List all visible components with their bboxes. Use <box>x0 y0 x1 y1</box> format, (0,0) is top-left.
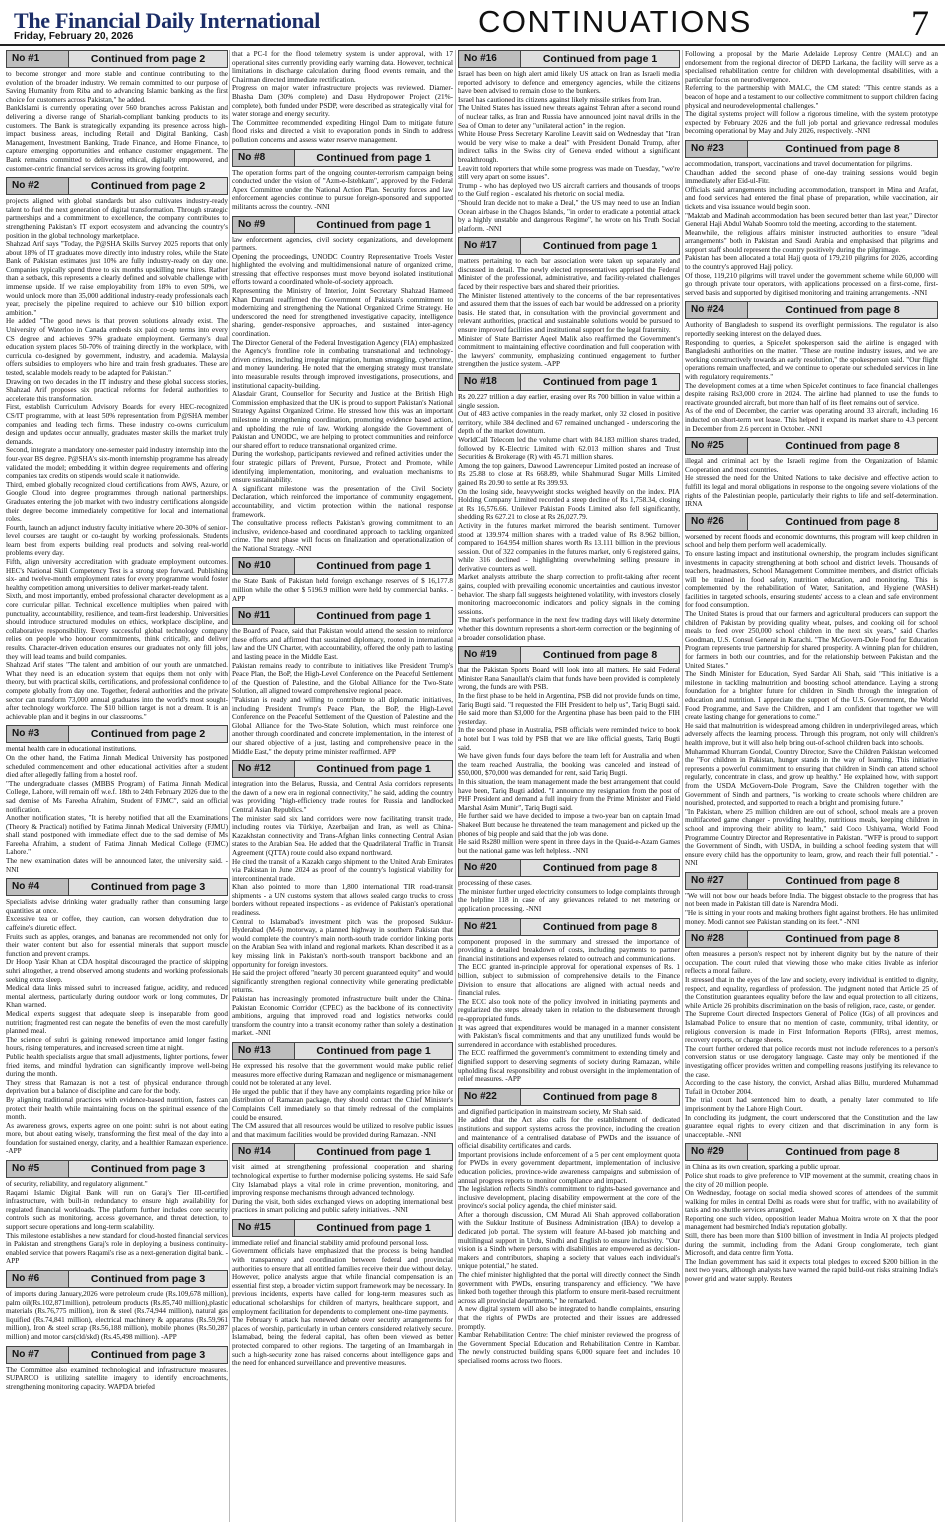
article-body: projects aligned with global standards but also cultivates industry-ready talent to fuel the next generation of digital transformation. Through strategic partnerships and a commitment to excellence, the company contributes to strengthening Pakistan's IT export ecosystem and advancing the country's position in the global technology marketplace. Shahzad Arif says "Today, the P@SHA Skills Survey 2025 reports that only about 18% of IT graduates move directly into industry roles, while the State Bank of Pakistan estimates just 10% are fully industry-ready on day one. Companies typically spend three to six months upskilling new hires. Rather than a setback, this represents a clearly defined and solvable challenge with immense upside. If we raise employability from 18% to even 50%, we would unlock more than 35,000 additional industry-ready professionals each year, precisely the pipeline required to achieve our $10 billion export ambition." He added "The good news is that proven solutions already exist. The University of Waterloo in Canada embeds six paid co-op terms into every CS degree and achieves 97% graduate employment. Germany's dual education system places 50-70% of training directly in the workplace, with curricula co-designed by government, industry, and academia. Malaysia offers subsidies to employers who hire and train fresh graduates. These are tested, scalable models ready to be adapted for Pakistan." Drawing on two decades in the IT industry and these global success stories, Shahzad Arif proposes six practical reforms for federal authorities to accelerate this transformation. First, establish Curriculum Advisory Boards for every HEC-recognized CS/IT programme, with at least 50% representation from P@SHA member companies and leading tech firms. These industry co-owns curriculum design and updates occur annually, graduates master skills the market truly demands. Second, integrate a mandatory one-semester paid industry internship into the four-year BS degree. P@SHA's six-month internship programme has already validated the model; embedding it within degree requirements and offering companies tax credits on stipends would scale it nationwide. Third, embed globally recognized cloud certifications from AWS, Azure, or Google Cloud into degree programmes through national partnerships. Graduates entering the job market with two industry certifications alongside their degree become immediately competitive for local and international roles. Fourth, launch an adjunct industry faculty initiative where 20-30% of senior-level courses are taught or co-taught by working professionals. Students learn best from experts building real products and solving real-world problems every day. Fifth, align university accreditation with graduate employment outcomes. HEC's National Skill Competency Test is a strong step forward. Publishing six- and twelve-month employment rates for every programme would foster healthy competition among universities to deliver market-ready talent. Sixth, and most importantly, embed professional character development as a core curricular pillar. Technical excellence multiplies when paired with punctuality, accountability, resilience, and team-first leadership. Universities should introduce structured modules on ethics, workplace discipline, and collaborative responsibility. Every successful global technology company relies on people who honour commitments, think critically, and deliver results. Character-driven education ensures our graduates not only fill jobs, they will lead teams and build companies. Shahzad Arif states "The talent and ambition of our youth are unmatched. What they need is an education system that equips them not only with theory, but with practical skills, certifications, and professional confidence to compete globally from day one. Together, federal authorities and the private sector can transform 73,000 annual graduates into the world's most sought-after technology workforce. The $10 billion target is not a dream. It is an achievable plan and it begins in our classrooms." <box>6 197 228 721</box>
continuation-header <box>232 1143 453 1161</box>
item-number: No #1 <box>7 51 69 67</box>
continued-from-label: Continued from page 1 <box>316 1044 431 1057</box>
section-title: CONTINUATIONS <box>478 4 752 39</box>
continuation-header <box>685 930 938 948</box>
continuation-header <box>685 140 938 158</box>
continuation-header <box>6 1160 228 1178</box>
continued-from-label: Continued from page 1 <box>316 1221 431 1234</box>
news-item <box>6 725 228 874</box>
article-body: mental health care in educational institutions. On the other hand, the Fatima Jinnah Medical University has postponed scheduled commencement and other educational activities after a student died after allegedly falling from a hostel roof. "The undergraduate classes (MBBS Program) of Fatima Jinnah Medical College, Lahore, will remain off w.e.f. 18th to 24th February 2026 due to the sad demise of Ms Fareeha Afrahim, Student of FJMC", said an official notification. Another notification states, "It is hereby notified that all the Examinations (Theory & Practical) notified by Fatima Jinnah Medical University (FJMU) shall stand postponed with immediate effect due to the sad demise of Ms Fareeha Afrahim, a student of Fatima Jinnah Medical College (FJMC) Lahore." The new examination dates will be announced later, the university said. -NNI <box>6 745 228 874</box>
continued-from-label: Continued from page 8 <box>785 440 900 453</box>
item-number: No #10 <box>233 558 295 574</box>
continued-from-label: Continued from page 1 <box>542 376 658 388</box>
continuation-header <box>685 437 938 455</box>
continuation-header <box>6 177 228 195</box>
column-3 <box>458 50 680 1522</box>
item-number: No #26 <box>686 514 748 530</box>
continuation-header <box>458 1088 680 1106</box>
continuation-header <box>458 50 680 68</box>
news-item <box>458 50 680 233</box>
article-body: processing of these cases. The minister further urged electricity consumers to lodge complaints through the helpline 118 in case of any grievances related to net metering or application processing. -NNI <box>458 879 680 914</box>
continued-from-label: Continued from page 8 <box>542 920 658 933</box>
article-body: worsened by recent floods and economic downturns, this program will keep children in school and help them perform well academically. To ensure lasting impact and institutional ownership, the program includes significant investments in capacity strengthening at both school and district levels. Thousands of teachers, headmasters, School Management Committee members, and district officials will be trained in food safety, nutrition education, and monitoring. This is complemented by the rehabilitation of Water, Sanitation, and Hygiene (WASH) facilities in targeted schools, ensuring students' access to a clean and safe environment for food consumption. The United States is proud that our farmers and agricultural producers can support the children of Pakistan by providing quality wheat, pulses, and cooking oil for school meals to feed over 250,000 school children in the next six years," said Charles Goodman, U.S. Consul General in Karachi. "The McGovern-Dole Food for Education Program represents true partnership for shared prosperity. A winning plan for children, for farmers in both our countries, and for the relationship between Pakistan and the United States." The Sindh Minister for Education, Syed Sardar Ali Shah, said "This initiative is a milestone in tackling malnutrition and boosting school attendance. Laying a strong foundation for a brighter future for children in Sindh through the integration of education and nutrition. I appreciate the support of the U.S. Government, the World Food Programme, and Save the Children, and I am confident that together we will create lasting change for generations to come." He said that malnutrition is widespread among children in underprivileged areas, which adversely affects the learning process. Through this program, not only will children's health improve, but it will also help bring out-of-school children back into schools. Muhammad Khurram Gondal, Country Director, Save the Children Pakistan welcomed the "For children in Pakistan, hunger stands in the way of learning. This initiative represents a powerful commitment to ensuring that children in Sindh can attend school regularly, concentrate in class, and grow up healthy." He explained how, with support from the USDA McGovern-Dole Program, Save the Children together with the Government of Sindh and partners, "is working to create schools where children are nourished, protected, and supported to reach a bright and promising future." "In Pakistan, where 25 million children are out of school, school meals are a proven multifaceted game changer - providing healthy, nutritious meals, keeping children in school and improving their ability to learn," said Coco Ushiyama, World Food Programme Country Director and Representative in Pakistan. "WFP is proud to support the Government of Sindh, with USDA, in building a school feeding system that will ensure every child has the opportunity to learn, grow, and reach their full potential." -NNI <box>685 532 938 868</box>
item-number: No #17 <box>459 238 521 254</box>
continued-from-label: Continued from page 1 <box>542 240 658 253</box>
item-number: No #3 <box>7 726 69 742</box>
news-item <box>6 1270 228 1342</box>
continuation-header <box>458 373 680 391</box>
continuation-header <box>685 872 938 890</box>
article-body: He expressed his resolve that the government would make public relief measures more effective during Ramazan and negligence or mismanagement could not be tolerated at any level. He urged the public that if they have any complaints regarding price hike or distribution of Ramazan package, they should contact the Chief Minister's Complaints Cell immediately so that timely redressal of the complaints could be ensured. The CM assured that all resources would be utilized to resolve public issues and that maximum facilities would be provided during Ramazan. -NNI <box>232 1061 453 1139</box>
continued-from-label: Continued from page 2 <box>90 53 206 65</box>
continued-from-label: Continued from page 2 <box>90 180 206 193</box>
article-body: Rs 20.227 trillion a day earlier, erasing over Rs 700 billion in value within a single session. Out of 483 active companies in the ready market, only 32 closed in positive territory, while 384 declined and 67 remained unchanged - underscoring the depth of the market downturn. WorldCall Telecom led the volume chart with 84.183 million shares traded, followed by K-Electric Limited with 62.013 million shares and Trust Securities & Brokerage (R) with 45.71 million shares. Among the top gainers, Dawood Lawrencepur Limited posted an increase of Rs 25.88 to close at Rs 668.89, while Shahmurad Sugar Mills Limited gained Rs 20.90 to settle at Rs 399.93. On the losing side, heavyweight stocks weighed heavily on the index. PIA Holding Company Limited recorded a steep decline of Rs 1,758.34, closing at Rs 16,576.66. Unilever Pakistan Foods Limited also fell significantly, shedding Rs 627.21 to close at Rs 26,027.79. Activity in the futures market mirrored the bearish sentiment. Turnover stood at 139.974 million shares with a traded value of Rs 8.962 billion, compared to 164.954 million shares worth Rs 13.111 billion in the previous session. Out of 322 companies in the futures market, only 6 registered gains, while 316 declined - highlighting overwhelming selling pressure in derivative counters as well. Market analysts attribute the sharp correction to profit-taking after recent gains, coupled with prevailing economic uncertainties and cautious investor behavior. The sharp fall suggests heightened volatility, with investors closely monitoring macroeconomic indicators and policy signals in the coming sessions. The market's performance in the next few trading days will likely determine whether this downturn represents a short-term correction or the beginning of a broader consolidation phase. <box>458 393 680 642</box>
item-number: No #20 <box>459 860 521 876</box>
news-item <box>6 878 228 1156</box>
continuation-header <box>685 1143 938 1161</box>
article-body: and dignified participation in mainstream society, Mr Shah said. He added that the Act also calls for the establishment of dedicated institutions and support systems across the province, including the creation and maintenance of a centralised database of PWDs and the issuance of official disability certificates and cards. Important provisions include enforcement of a 5 per cent employment quota for PWDs in every government department, implementation of inclusive education policies, province-wide awareness campaigns and submission of annual progress reports to monitor compliance and impact. The legislation reflects Sindh's commitment to rights-based governance and inclusive development, placing disability empowerment at the core of the province's social policy agenda, the chief minister said. After a thorough discussion, CM Murad Ali Shah approved collaboration with the Sukkur Institute of Business Administration (IBA) to develop a dedicated job portal. The system will feature AI-based job matching and multilingual support in Urdu, Sindhi and English to ensure inclusivity. "Our vision is a Sindh where persons with disabilities are empowered as decision-makers and contributors, shaping a society that values each individual's unique potential," he stated. The chief minister highlighted that the portal will directly connect the Sindh government with PWDs, ensuring transparency and efficiency. "We have linked both together through this platform to ensure merit-based recruitment across all provincial departments," he remarked. A new digital system will also be integrated to handle complaints, ensuring that the rights of PWDs are protected and their issues are addressed promptly. Kambar Rehabilitation Centre: The chief minister reviewed the progress of the Government Special Education and Rehabilitation Centre in Kambar. The newly constructed building spans 6,000 square feet and includes 10 specialised rooms across two floors. <box>458 1107 680 1365</box>
news-item <box>232 557 453 603</box>
continued-from-label: Continued from page 2 <box>90 728 206 741</box>
continuation-header <box>458 859 680 877</box>
news-item <box>458 646 680 855</box>
column-4 <box>685 50 938 1522</box>
continued-from-label: Continued from page 3 <box>90 1348 206 1361</box>
page-number: 7 <box>911 3 929 43</box>
item-number: No #9 <box>233 217 295 233</box>
article-body: Authority of Bangladesh to suspend its overflight permissions. The regulator is also reportedly seeking interest on the delayed dues. Responding to queries, a SpiceJet spokesperson said the airline is engaged with Bangladeshi authorities on the matter. "These are routine industry issues, and we are working constructively towards an early resolution," the spokesperson said. "Our flight operations remain unaffected, and we continue to operate our scheduled services in line with regulatory requirements." The development comes at a time when SpiceJet continues to face financial challenges despite raising Rs3,000 crore in 2024. The airline had planned to use the funds to reactivate grounded aircraft, but more than half of its fleet remains out of service. As of the end of December, the carrier was operating around 33 aircraft, including 16 inducted on short-term wet lease. This helped it expand its market share to 4.3 percent in December from 2.6 percent in October. -NNI <box>685 321 938 433</box>
article-body: illegal and criminal act by the Israeli regime from the Organization of Islamic Cooperation and most countries. He stressed the need for the United Nations to take decisive and effective action to fulfill its legal and moral obligations in response to the ongoing severe violations of the rights of the Palestinian people, particularly their rights to life and self-determination. IRNA <box>685 457 938 509</box>
item-number: No #25 <box>686 438 748 454</box>
article-body: "We will not bow our heads before India. The biggest obstacle to the progress that has not been made in Pakistan till date is Narendra Modi. "He is sitting in your roots and making brothers fight against brothers. He has unlimited money. Modi cannot see Pakistan standing on its feet." -NNI <box>685 891 938 926</box>
continued-from-label: Continued from page 3 <box>90 1163 206 1176</box>
continuation-header <box>232 760 453 778</box>
continuation-header <box>232 1042 453 1060</box>
continuation-header <box>232 216 453 234</box>
column-2 <box>232 50 453 1522</box>
news-item <box>232 760 453 1038</box>
news-item <box>232 149 453 212</box>
continued-from-label: Continued from page 8 <box>542 649 658 662</box>
article-body: the Board of Peace, said that Pakistan would attend the session to reinforce these efforts and affirmed that sustained diplomacy, rooted in international law and the UN Charter, with accountability, offered the only path to lasting and lasting peace in the Middle East. Pakistan remains ready to contribute to initiatives like President Trump's Peace Plan, the BoP, the High-Level Conference on the Peaceful Settlement of the Question of Palestine, and the Global Alliance for the Two-State Solution, all aligned toward comprehensive regional peace. "Pakistan is ready and willing to contribute to all diplomatic initiatives, including President Trump's Peace Plan, the BoP, the High-Level Conference on the Peaceful Settlement of the Question of Palestine and the Global Alliance for the Two-State Solution, which must reinforce one another through coordinated and concrete implementation, in the interest of our shared objective of a just, lasting and comprehensive peace in the Middle East," the deputy prime minister reaffirmed. APP <box>232 627 453 756</box>
continued-from-label: Continued from page 1 <box>316 151 431 164</box>
news-item <box>458 859 680 913</box>
news-item <box>232 1219 453 1368</box>
item-number: No #22 <box>459 1089 521 1105</box>
article-body: matters pertaining to each bar association were taken up separately and discussed in detail. The newly elected representatives apprised the Federal Minister of the professional, administrative, and facility-related challenges faced by their respective bars and shared their priorities. The Minister listened attentively to the concerns of the bar representatives and assured them that the issues of each bar would be addressed on a priority basis. He stated that, in consultation with the provincial government and relevant authorities, practical and sustainable solutions would be pursued to ensure improved facilities and institutional support for the legal fraternity. Minister of State Barrister Aqeel Malik also reaffirmed the Government's commitment to maintaining effective coordination and full cooperation with the lawyers' community, emphasizing continued engagement to further strengthen the justice system. -APP <box>458 257 680 369</box>
news-item <box>685 301 938 433</box>
item-number: No #18 <box>459 374 521 390</box>
continued-from-label: Continued from page 8 <box>542 862 658 875</box>
article-body: to become stronger and more stable and continue contributing to the evolution of the broader industry. We remain committed to our purpose of Saving Humanity from Riba and to advancing Islamic banking as the first choice for customers across Pakistan," he added. BankIslami is currently operating over 560 branches across Pakistan and delivering a diverse range of Shariah-compliant banking products to its customers. The Bank is strategically expanding its presence across high-impact business areas, including Retail and Digital Banking, Cash Management, Investment Banking, Trade Finance, and Home Finance, to capture emerging opportunities and enhance customer engagement. The Bank remains committed to delivering ethical, digitally empowered, and customer-centric financial services across its growing footprint. <box>6 70 228 173</box>
continuation-header <box>685 301 938 319</box>
continuation-header <box>685 513 938 531</box>
item-number: No #5 <box>7 1161 69 1177</box>
article-body: the State Bank of Pakistan held foreign exchange reserves of $ 16,177.8 million while the other $ 5196.9 million were held by commercial banks. -APP <box>232 577 453 603</box>
news-item <box>6 1346 228 1392</box>
news-item <box>6 177 228 721</box>
item-number: No #4 <box>7 879 69 895</box>
column-divider <box>229 50 230 1522</box>
news-item <box>232 216 453 554</box>
news-item <box>6 1160 228 1266</box>
article-body: Israel has been on high alert amid likely US attack on Iran as Israeli media reported advisory to defence and emergency agencies, while the citizens have been advised to remain close to the bunkers. Israel has cautioned its citizens against likely missile strikes from Iran. The United States has issued new threats against Tehran after a second round of nuclear talks, as Iran and Russia have announced joint naval drills in the Sea of Oman to deter any "unilateral action" in the region. White House Press Secretary Karoline Leavitt said on Wednesday that "Iran would be very wise to make a deal" with President Donald Trump, after indirect talks in the Swiss city of Geneva ended without a significant breakthrough. Leavitt told reporters that while some progress was made on Tuesday, "we're still very apart on some issues". Trump - who has deployed two US aircraft carriers and thousands of troops to the Gulf region - escalated his rhetoric on social media. "Should Iran decide not to make a Deal," the US may need to use an Indian Ocean airbase in the Chagos Islands, "in order to eradicate a potential attack by a highly unstable and dangerous Regime", he wrote on his Truth Social platform. -NNI <box>458 70 680 233</box>
continued-from-label: Continued from page 1 <box>316 1146 431 1159</box>
article-body: in China as its own creation, sparking a public uproar. Police shut roads to give preference to VIP movement at the summit, creating chaos in the city of 20 million people. On Wednesday, footage on social media showed scores of attendees of the summit walking for miles in central Delhi as roads were shut for traffic, with no availability of taxis and no shuttle services arranged. Reporting one such video, opposition leader Mahua Moitra wrote on X that the poor management had besmirched India's reputation globally. Still, there has been more than $100 billion of investment in India AI projects pledged during the summit, including from the Adani Group conglomerate, tech giant Microsoft, and data centre firm Yotta. The Indian government has said it expects total pledges to exceed $200 billion in the next two years, although analysts have warned the rapid build-out risks straining India's power grid and water supply. Reuters <box>685 1163 938 1284</box>
news-item <box>232 1143 453 1215</box>
continued-from-label: Continued from page 1 <box>316 218 431 231</box>
continued-from-label: Continued from page 8 <box>785 515 900 528</box>
column-1 <box>6 50 228 1522</box>
item-number: No #14 <box>233 1144 295 1160</box>
continuation-header <box>458 918 680 936</box>
news-item <box>685 872 938 926</box>
item-number: No #6 <box>7 1271 69 1287</box>
item-number: No #29 <box>686 1144 748 1160</box>
article-body: visit aimed at strengthening professional cooperation and sharing technological expertise to further modernise policing systems. He said Safe City Islamabad plays a vital role in crime prevention, monitoring, and improving response mechanisms through advanced technology. During the visit, both sides exchanged views on adopting international best practices in smart policing and public safety initiatives. -NNI <box>232 1163 453 1215</box>
item-number: No #7 <box>7 1347 69 1363</box>
news-item <box>458 373 680 642</box>
continuation-header <box>6 1270 228 1288</box>
item-number: No #13 <box>233 1043 295 1059</box>
item-number: No #2 <box>7 178 69 194</box>
continued-from-label: Continued from page 3 <box>90 881 206 894</box>
continued-from-label: Continued from page 8 <box>542 1090 658 1103</box>
news-item <box>685 513 938 868</box>
news-item <box>458 1088 680 1366</box>
column-divider <box>682 50 683 1522</box>
continued-from-label: Continued from page 1 <box>316 763 431 776</box>
article-body: accommodation, transport, vaccinations and travel documentation for pilgrims. Chaudhan added the second phase of one-day training sessions would begin immediately after Eid-ul-Fitr. Officials said arrangements including accommodation, transport in Mina and Arafat, and food services had entered the final phase of preparation, while vaccination, air tickets and visa issuance would begin soon. "Maktab and Madinah accommodation has been secured better than last year," Director General Haji Abdul Wahab Soomro told the meeting, according to the statement. Meanwhile, the religious affairs minister instructed authorities to ensure "ideal arrangements" both in Pakistan and Saudi Arabia and emphasised that pilgrims and support staff should represent the country positively during the pilgrimage. Pakistan has been allocated a total Hajj quota of 179,210 pilgrims for 2026, according to the country's approved Hajj policy. Of those, 119,210 pilgrims will travel under the government scheme while 60,000 will go through private tour operators, with applications processed on a first-come, first-served basis and supported by digitised monitoring and training arrangements. -NNI <box>685 159 938 297</box>
continuation-header <box>6 50 228 68</box>
article-body: often measures a person's respect not by inherent dignity but by the nature of their occupation. The court ruled that viewing those who make cities livable as inferior reflects a moral failure. It stressed that in the eyes of the law and society, every individual is entitled to dignity, respect, and equality, regardless of profession. The judgment noted that Article 25 of the Constitution guarantees equality before the law and equal protection to all citizens, while Article 26 prohibits discrimination on the basis of religion, race, caste, or gender. The Supreme Court directed Inspectors General of Police (IGs) of all provinces and Islamabad Police to ensure that no mention of caste, community, tribal identity, or religious conversion is made in First Information Reports (FIRs), arrest memos, recovery reports, or charge sheets. The court further ordered that police records must not include references to a person's conversion status or use derogatory language. Caste may only be mentioned if the investigating officer provides written and compelling reasons justifying its relevance to the case. According to the case history, the convict, Arshad alias Billu, murdered Muhammad Tufail in October 2004. The trial court had sentenced him to death, a penalty later commuted to life imprisonment by the Lahore High Court. In concluding its judgment, the court underscored that the Constitution and the law guarantee equal rights to every citizen and that discrimination in any form is unacceptable. -NNI <box>685 950 938 1139</box>
continuation-header <box>232 149 453 167</box>
continued-from-label: Continued from page 1 <box>542 53 658 65</box>
article-body: law enforcement agencies, civil society organizations, and development partners. Opening the proceedings, UNODC Country Representative Troels Vester highlighted the evolving and multidimensional nature of organized crime, stressing that effective responses must move beyond isolated institutional efforts toward a coordinated whole-of-society approach. Representing the Ministry of Interior, Joint Secretary Shahzad Hameed Khan Durrani reaffirmed the Government of Pakistan's commitment to modernizing and strengthening the National Organized Crime Strategy. He underscored the need for strengthened investigative capacity, intelligence sharing, gender-responsive approaches, and sustained inter-agency coordination. The Director General of the Federal Investigation Agency (FIA) emphasized the Agency's frontline role in combating transnational and technology-driven crimes, including irregular migration, human smuggling, cybercrime, and money laundering. He noted that the emerging strategy must translate into measurable results through improved investigations, prosecutions, and institutional capacity-building. Alasdair Grant, Counsellor for Security and Justice at the British High Commission emphasized that the UK is proud to support Pakistan's National Strategy Against Organized Crime. He stressed how this was an important milestone in strengthening coordination, promoting evidence based action, and upholding the rule of law. Working alongside the Government of Pakistan and UNODC, we are helping to protect communities and reinforce our shared effort to reduce transnational organized crime. During the workshop, participants reviewed and refined activities under the four strategic pillars of Prevent, Pursue, Protect and Promote, while identifying implementation, monitoring, and evaluation mechanisms to ensure sustainability. A significant milestone was the presentation of the Civil Society Declaration, which reinforced the importance of community engagement, accountability, and victim protection within the national response framework. The consultative process reflects Pakistan's growing commitment to an inclusive, evidence-based and coordinated approach to tackling organized crime. The next phase will focus on finalization and operationalization of the National Strategy. -NNI <box>232 235 453 553</box>
article-body: The Committee also examined technological and infrastructure measures. SUPARCO is utilizing satellite imagery to identify encroachments, strengthening monitoring capacity. WAPDA briefed <box>6 1365 228 1391</box>
news-item <box>685 50 938 136</box>
news-item <box>685 1143 938 1283</box>
news-item <box>458 237 680 369</box>
item-number: No #21 <box>459 919 521 935</box>
item-number: No #15 <box>233 1220 295 1236</box>
continuation-header <box>458 237 680 255</box>
item-number: No #11 <box>233 608 295 624</box>
continued-from-label: Continued from page 8 <box>785 304 900 317</box>
article-body: of security, reliability, and regulatory alignment." Raqami Islamic Digital Bank will run on Garaj's Tier III-certified infrastructure, with built-in redundancy to ensure high availability for regulated financial workloads. The platform further includes core security controls such as monitoring, access governance, and threat detection, to support secure operations and long-term scalability. This milestone establishes a new standard for cloud-hosted financial services in Pakistan and strengthens Garaj's role in deploying a business continuity-enabled service that powers Raqami's rise as a next-generation digital bank. -APP <box>6 1180 228 1266</box>
article-body: that a PC-I for the flood telemetry system is under approval, with 17 operational sites currently providing early warning data. However, technical limitations in discharge calculation during flood events remain, and the Chairman directed immediate rectification. Progress on major water infrastructure projects was reviewed. Diamer-Bhasha Dam (30% complete) and Dasu Hydropower Project (21%-complete), both funded under PSDP, were described as strategically vital for water storage and energy security. The Committee recommended expediting Hingol Dam to mitigate future flood risks and directed a visit to evaporation ponds in Sindh to address pollution concerns and assess water reserve management. <box>232 50 453 144</box>
column-divider <box>455 50 456 1522</box>
item-number: No #28 <box>686 931 748 947</box>
item-number: No #23 <box>686 141 748 157</box>
news-item <box>685 437 938 509</box>
item-number: No #12 <box>233 761 295 777</box>
article-body: that the Pakistan Sports Board will look into all matters. He said Federal Minister Rana Sanaullah's claim that funds have been provided is completely wrong, the funds are with PSB. In the first phase to be held in Argentina, PSB did not provide funds on time, Tariq Bugti said. "I requested the FIH President to help us", Tariq Bugti said. He said more than $3,000 for the Argentina phase has been paid to the FIH yesterday. In the second phase in Australia, PSB officials were reminded twice to book a hotel but I was told by PSB that we are like official guests, Tariq Bugti said. We have given funds four days before the team left for Australia and when the team reached Australia, the booking was canceled and instead of $50,000, $70,000 was demanded for rent, said Tariq Bugti. In this situation, the team management made the best arrangement that could have been, Tariq Bugti added. "I announce my resignation from the post of PHF President and demand a full inquiry from the Prime Minister and Field Marshal Asim Munir", Tariq Bugti said. He further said we have decided to impose a two-year ban on captain Imad Shakeel Butt because he threatened the team management and picked up the phones of big people and said that the job was done. He said Rs280 million were spent in three days in the Quaid-e-Azam Games but the national game was left helpless. -NNI <box>458 666 680 855</box>
item-number: No #16 <box>459 51 521 67</box>
continued-from-label: Continued from page 8 <box>785 142 900 155</box>
article-body: Following a proposal by the Marie Adelaide Leprosy Centre (MALC) and an endorsement from the regional director of DEPD Larkana, the facility will serve as a specialised rehabilitation centre for children with developmental disabilities, with a particular focus on neurodivergence. Referring to the partnership with MALC, the CM stated: "This centre stands as a beacon of hope and a testament to our collective commitment to support children facing physical and neurodevelopmental challenges." The digital systems project will follow a rigorous timeline, with the system prototype expected by February 2026 and the full job portal and grievance redressal modules becoming operational by May and July 2026, respectively. -NNI <box>685 50 938 136</box>
article-body: The operation forms part of the ongoing counter-terrorism campaign being conducted under the vision of "Azm-e-Istehkam", approved by the Federal Apex Committee under the National Action Plan. Security forces and law enforcement agencies continue to pursue foreign-sponsored and supported militants across the country. -NNI <box>232 168 453 211</box>
newspaper-name: The Financial Daily International <box>14 8 321 33</box>
news-item <box>232 50 453 145</box>
continuation-header <box>232 1219 453 1237</box>
issue-date: Friday, February 20, 2026 <box>14 31 134 42</box>
continuation-header <box>458 646 680 664</box>
article-body: immediate relief and financial stability amid profound personal loss. Government officials have emphasized that the process is being handled with transparency and coordination between federal and provincial authorities to ensure that all entitled families receive their due without delay. However, police analysts argue that while financial compensation is an essential first step, a broader victim support framework may be necessary. In previous incidents, experts have called for long-term measures such as educational scholarships for children of martyrs, healthcare support, and employment facilitation for dependents to complement one-time payments. The February 6 attack has renewed debate over security arrangements for places of worship, particularly in urban centers considered relatively secure. Islamabad, being the federal capital, has often been viewed as better protected compared to other regions. The targeting of an Imambargah in such a high-security zone has raised concerns about intelligence gaps and the need for enhanced surveillance and preventive measures. <box>232 1238 453 1368</box>
continued-from-label: Continued from page 8 <box>785 1146 900 1159</box>
continuation-header <box>232 557 453 575</box>
news-item <box>232 1042 453 1139</box>
masthead <box>0 0 945 46</box>
item-number: No #24 <box>686 302 748 318</box>
news-item <box>685 140 938 298</box>
article-body: of imports during January,2026 were petroleum crude (Rs.109,678 million), palm oil(Rs.102,871million), petroleum products (Rs.85,740 million),plastic materials (Rs.76,775 million), iron & steel (Rs.74,944 million), natural gas liquified (Rs.74,841 million), electrical machinery & apparatus (Rs.59,961 million), Iron & steel scrap (Rs.56,188 million), mobile phones (Rs.50,287 million) and motor cars(cld/skd) (Rs.45,498 million). -APP <box>6 1290 228 1341</box>
continuation-header <box>6 878 228 896</box>
article-body: integration into the Belarus, Russia, and Central Asia corridors represents the dawn of a new era in regional connectivity," he said, adding the country was providing "high-efficiency trade routes for Russia and landlocked Central Asian Republics." The minister said six land corridors were now facilitating transit trade, including routes via Türkiye, Azerbaijan and Iran, as well as China-Kazakhstan connectivity and Trans-Afghan links connecting Central Asian states to the Arabian Sea. He added that the Quadrilateral Traffic in Transit Agreement (QTTA) route could also expand northward. He cited the transit of a Kazakh cargo shipment to the United Arab Emirates via Pakistan in June 2024 as proof of the country's logistical viability for intercontinental trade. Khan also pointed to more than 1,800 international TIR road-transit shipments - a UN customs system that allows sealed cargo trucks to cross borders without repeated inspections - as evidence of Pakistan's operational readiness. Central to Islamabad's investment pitch was the proposed Sukkur-Hyderabad (M-6) motorway, a planned highway in southern Pakistan that would complete the country's main north-south trade corridor linking ports on the Arabian Sea with inland and regional markets. Khan described it as a key missing link in Pakistan's north-south transport backbone and an opportunity for foreign investors. He said the project offered "nearly 30 percent guaranteed equity" and would significantly strengthen regional connectivity while generating predictable returns. Pakistan has increasingly promoted infrastructure built under the China-Pakistan Economic Corridor (CPEC) as the backbone of its connectivity ambitions, arguing that improved road and logistics networks could transform the country into a transit economy rather than solely a destination market. -NNI <box>232 780 453 1038</box>
item-number: No #19 <box>459 647 521 663</box>
news-item <box>685 930 938 1139</box>
continuation-header <box>6 1346 228 1364</box>
continued-from-label: Continued from page 8 <box>785 874 900 887</box>
news-item <box>6 50 228 173</box>
continued-from-label: Continued from page 3 <box>90 1273 206 1285</box>
item-number: No #27 <box>686 873 748 889</box>
item-number: No #8 <box>233 150 295 166</box>
continued-from-label: Continued from page 8 <box>785 933 900 946</box>
news-item <box>458 918 680 1084</box>
article-body: component proposed in the summary and stressed the importance of providing a detailed breakdown of costs, including payments to partner financial institutions and expenses related to outreach and communications. The ECC granted in-principle approval for operational expenses of Rs. 1 billion, subject to submission of comprehensive details to the Finance Division to ensure that allocations are aligned with actual needs and financial rules. The ECC also took note of the policy involved in initiating payments and regularized the steps already taken in relation to the disbursement through re-appropriated funds. It was agreed that expenditures would be managed in a manner consistent with Pakistan's fiscal commitments and that any unutilized funds would be surrendered in accordance with established procedures. The ECC reaffirmed the government's commitment to extending timely and dignified support to deserving segments of society during Ramazan, while upholding fiscal responsibility and robust oversight in the implementation of relief measures. -APP <box>458 937 680 1084</box>
news-item <box>232 607 453 756</box>
continuation-header <box>232 607 453 625</box>
article-body: Specialists advise drinking water gradually rather than consuming large quantities at once. Excessive tea or coffee, they caution, can worsen dehydration due to caffeine's diuretic effect. Fruits such as apples, oranges, and bananas are recommended not only for their water content but also for essential minerals that support muscle function and prevent cramps. Dr Hoop Yasir Khan at CDA hospital discouraged the practice of skipping suhri altogether, a trend observed among students and working professionals seeking extra sleep. Medical data links missed suhri to increased fatigue, acidity, and reduced mental alertness, particularly during outdoor work or long commutes, Dr Khan warned. Medical experts suggest that adequate sleep is inseparable from good nutrition; fragmented rest can negate the benefits of even the most carefully planned meal. The science of suhri is gaining renewed importance amid longer fasting hours, rising temperatures, and increased screen time at night. Public health specialists argue that small adjustments, lighter portions, fewer fried items, and mindful hydration can significantly improve well-being during the month. They stress that Ramazan is not a test of physical endurance through deprivation but a balance of discipline and care for the body. By aligning traditional practices with evidence-based nutrition, fasters can protect their health while maintaining focus on the spiritual essence of the month. As awareness grows, experts agree on one point: suhri is not about eating more, but about eating wisely, transforming the first meal of the day into a foundation for sustained energy, clarity, and a healthier Ramazan experience. -APP <box>6 898 228 1156</box>
continued-from-label: Continued from page 1 <box>316 610 431 623</box>
continuation-header <box>6 725 228 743</box>
continued-from-label: Continued from page 1 <box>316 560 431 573</box>
